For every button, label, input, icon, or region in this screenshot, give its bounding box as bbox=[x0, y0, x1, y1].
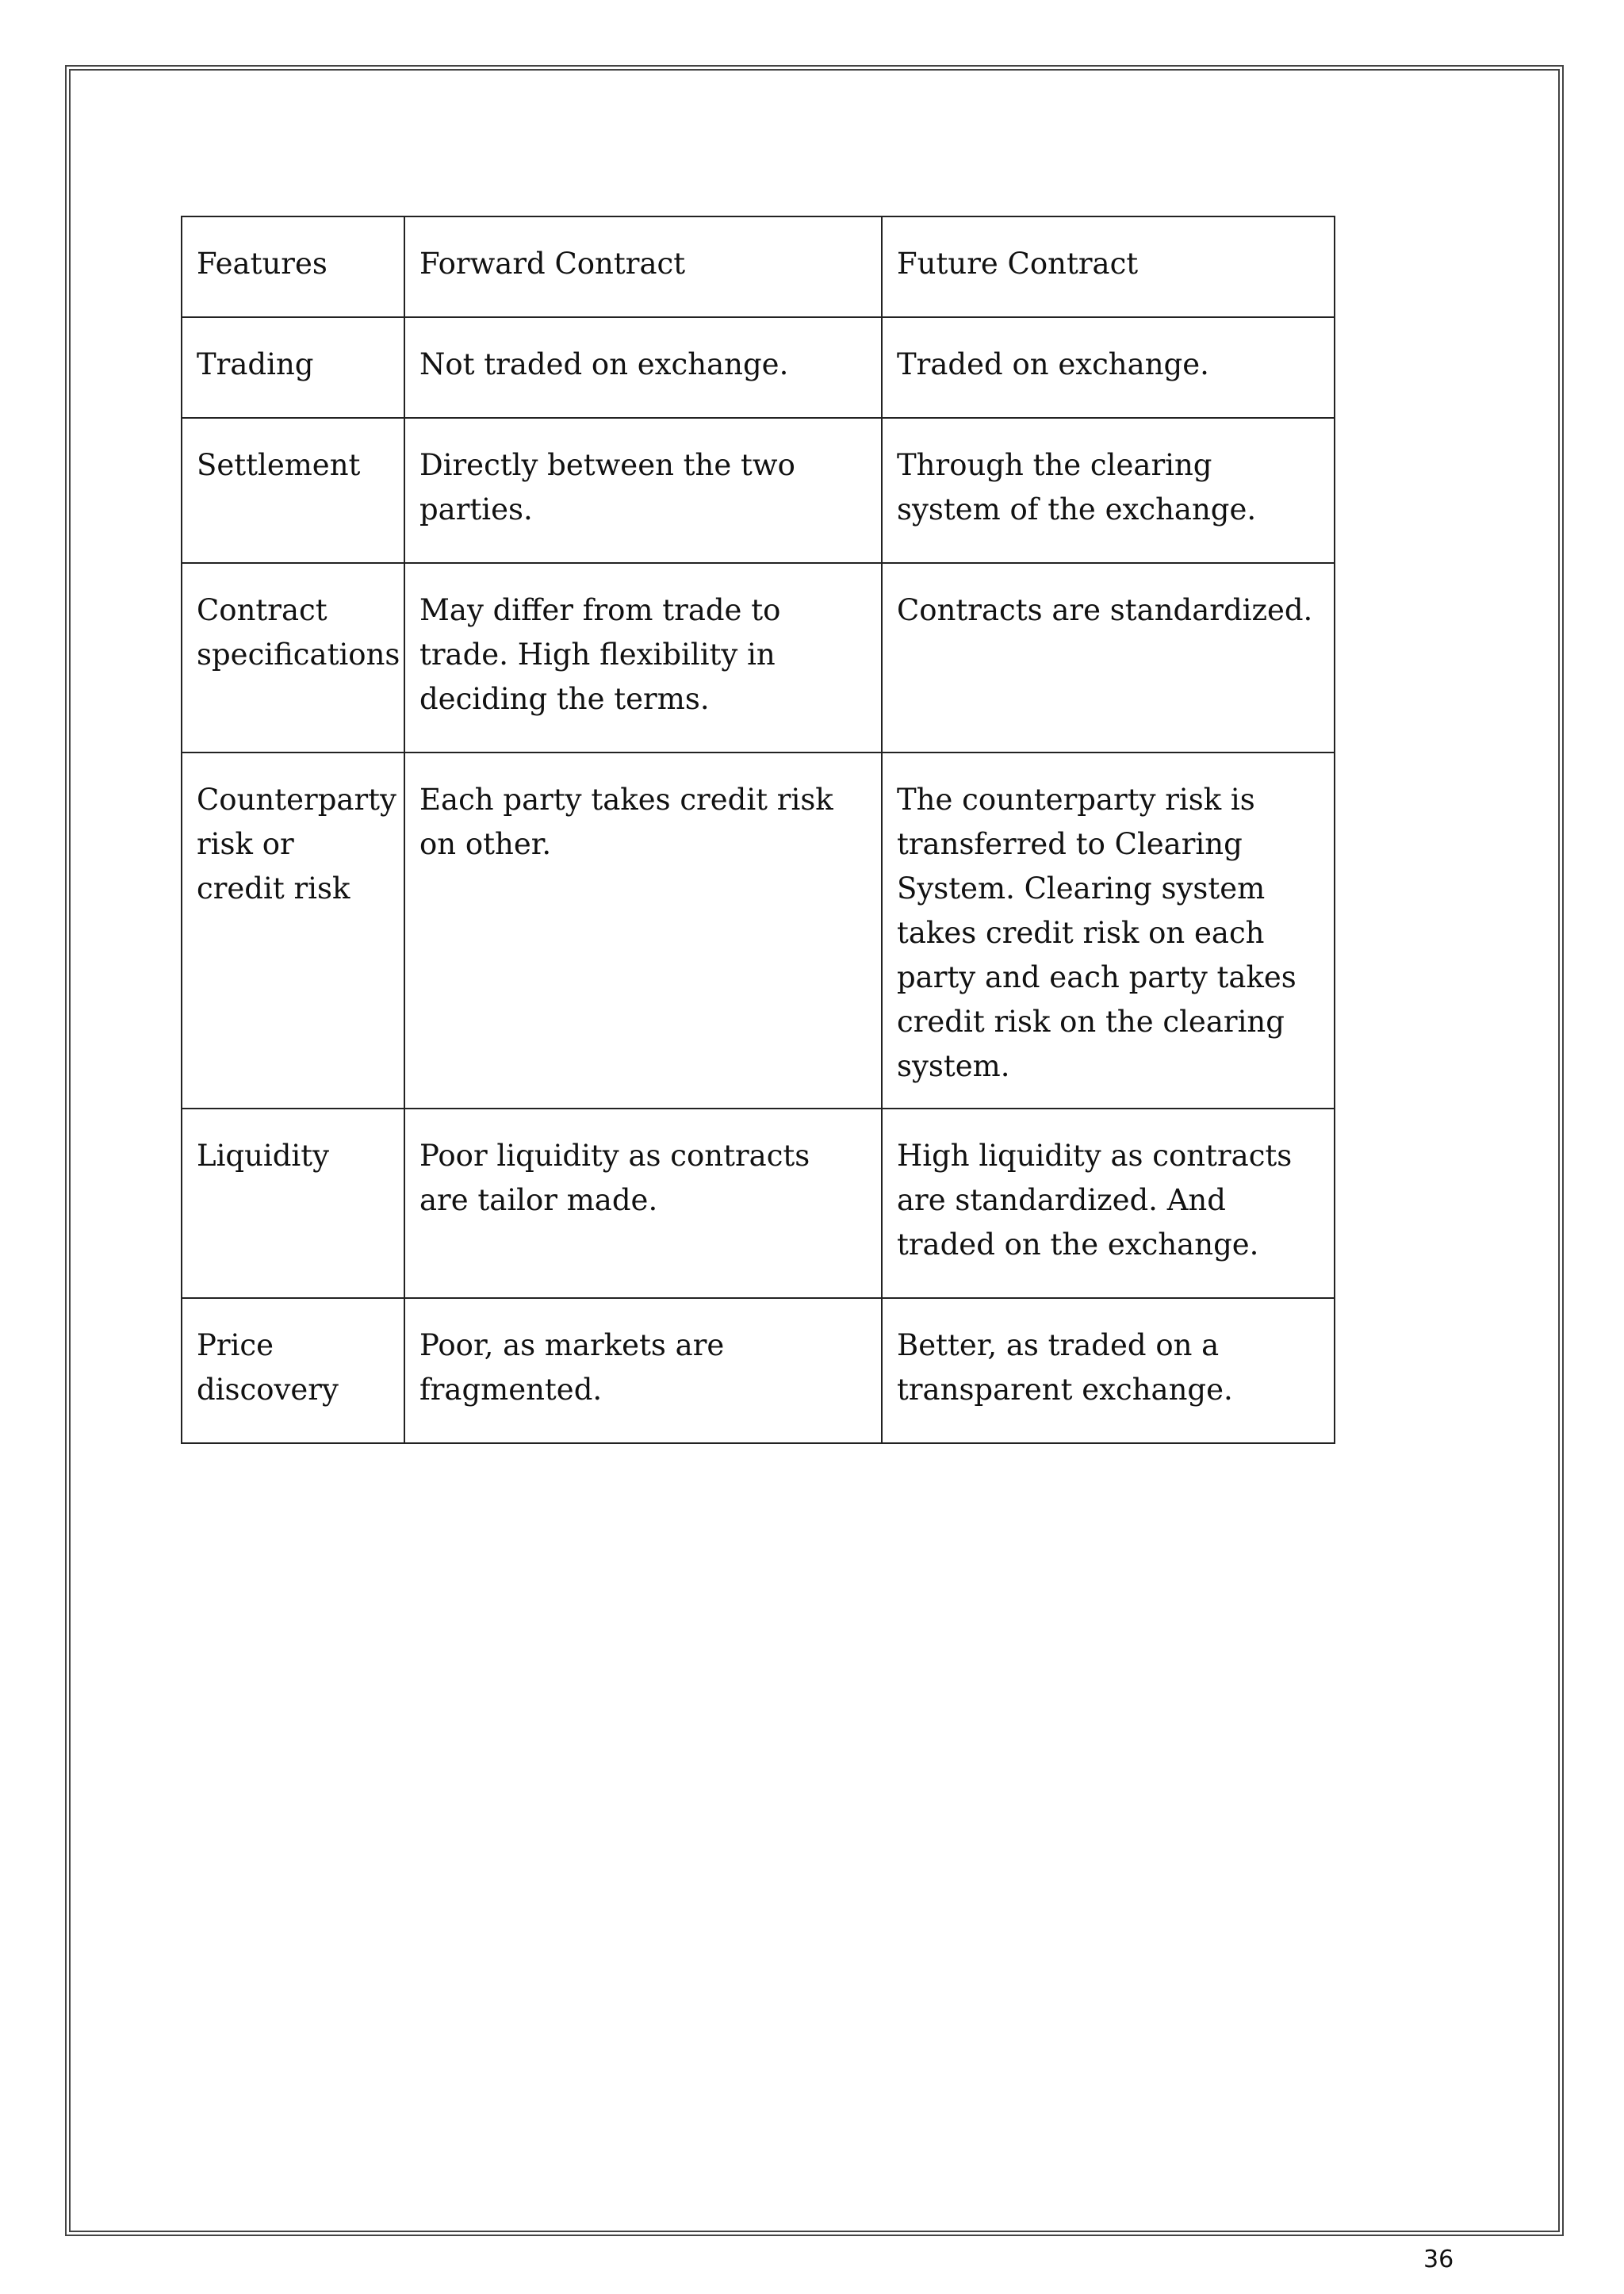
future-cell: Contracts are standardized. bbox=[882, 563, 1335, 753]
table-row bbox=[182, 317, 1335, 418]
forward-cell: Poor, as markets are fragmented. bbox=[404, 1298, 882, 1443]
forward-cell: Directly between the two parties. bbox=[404, 418, 882, 563]
forward-cell: Each party takes credit risk on other. bbox=[404, 753, 882, 1109]
future-cell: High liquidity as contracts are standardized. And traded on the exchange. bbox=[882, 1109, 1335, 1298]
feature-cell: Counterparty risk or credit risk bbox=[182, 753, 404, 1109]
feature-cell: Trading bbox=[182, 317, 404, 418]
future-cell: Better, as traded on a transparent exchange. bbox=[882, 1298, 1335, 1443]
feature-cell: Contract specifications bbox=[182, 563, 404, 753]
forward-cell: May differ from trade to trade. High flexibility in deciding the terms. bbox=[404, 563, 882, 753]
table-row bbox=[182, 753, 1335, 1109]
header-cell-forward-contract: Forward Contract bbox=[404, 216, 882, 317]
header-cell-future-contract: Future Contract bbox=[882, 216, 1335, 317]
feature-cell: Price discovery bbox=[182, 1298, 404, 1443]
feature-cell: Liquidity bbox=[182, 1109, 404, 1298]
comparison-table bbox=[181, 216, 1335, 1444]
header-cell-features: Features bbox=[182, 216, 404, 317]
feature-cell: Settlement bbox=[182, 418, 404, 563]
forward-cell: Poor liquidity as contracts are tailor made. bbox=[404, 1109, 882, 1298]
table-header-row bbox=[182, 216, 1335, 317]
table-row bbox=[182, 1298, 1335, 1443]
future-cell: Through the clearing system of the exchange. bbox=[882, 418, 1335, 563]
table-row bbox=[182, 1109, 1335, 1298]
table-row bbox=[182, 563, 1335, 753]
forward-cell: Not traded on exchange. bbox=[404, 317, 882, 418]
table-row bbox=[182, 418, 1335, 563]
page-number: 36 bbox=[1423, 2246, 1454, 2273]
future-cell: Traded on exchange. bbox=[882, 317, 1335, 418]
future-cell: The counterparty risk is transferred to Clearing System. Clearing system takes credit risk on each party and each party takes credit risk on the clearing system. bbox=[882, 753, 1335, 1109]
